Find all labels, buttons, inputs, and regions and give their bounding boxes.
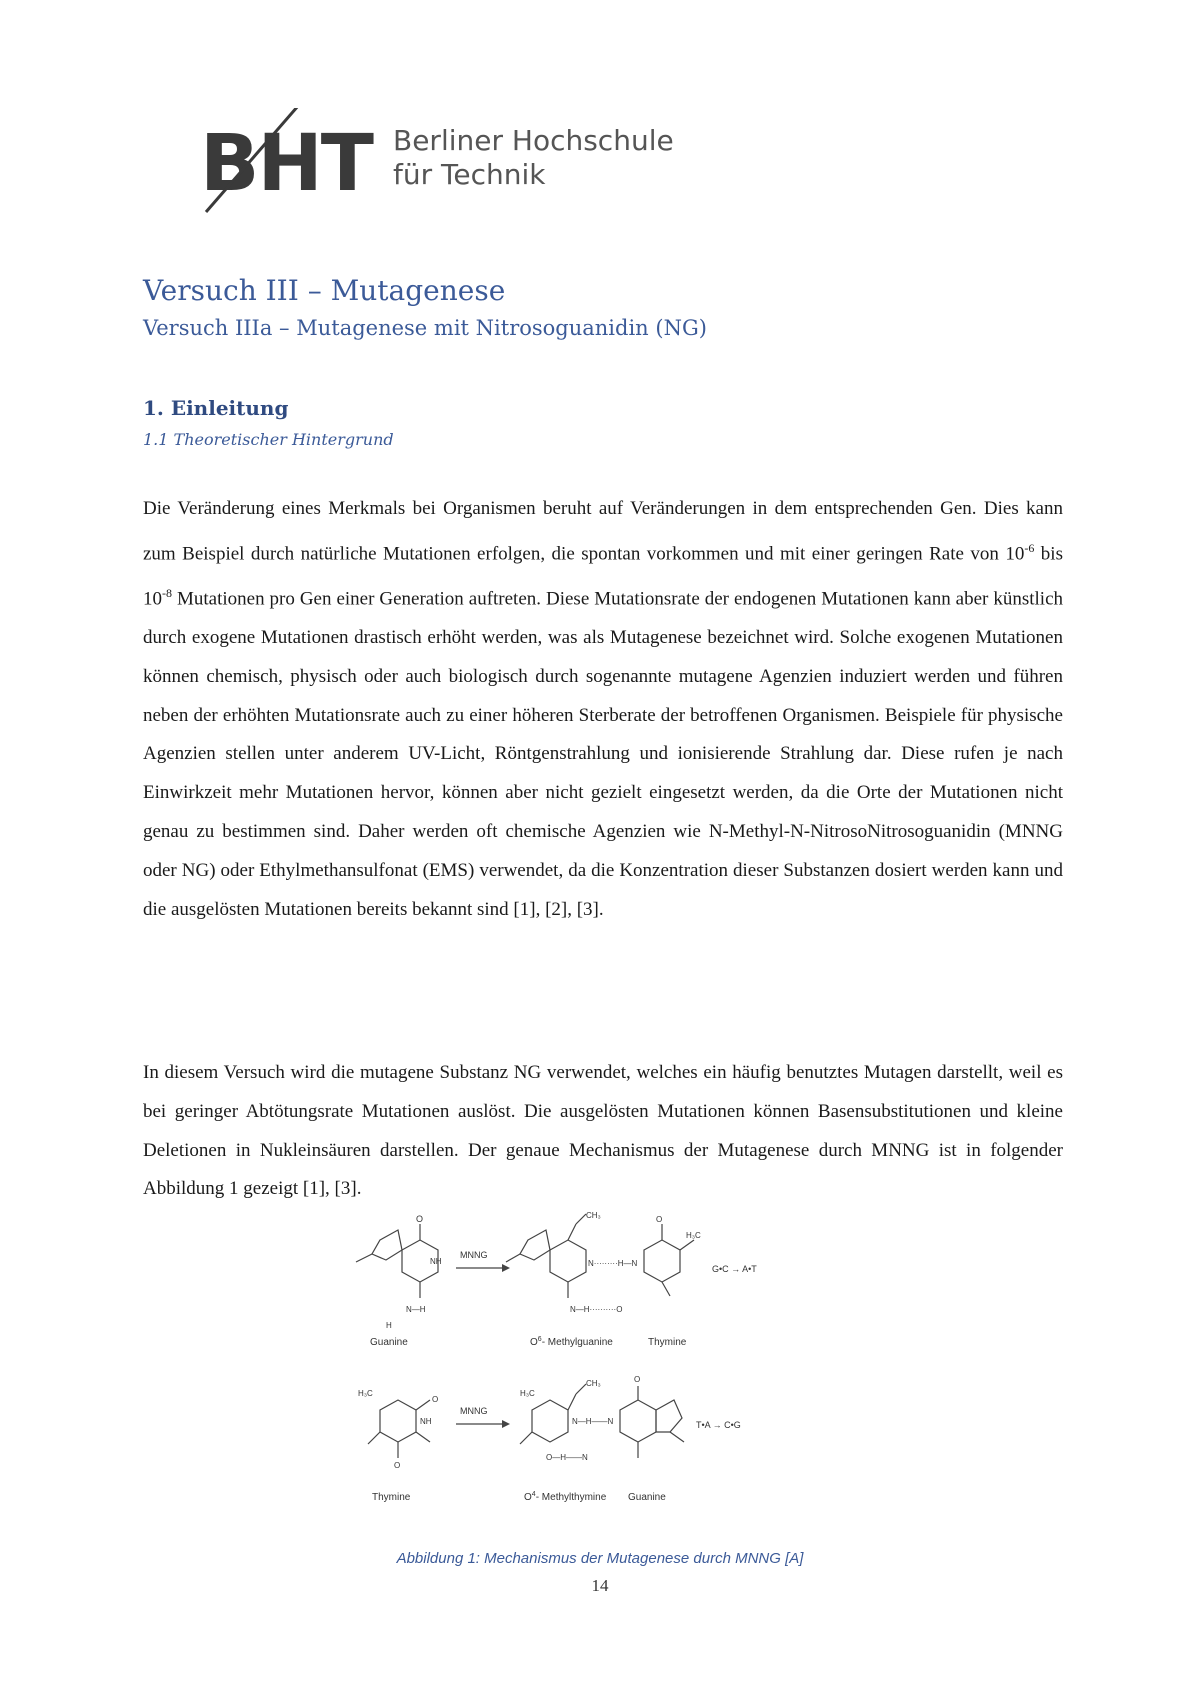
svg-text:O: O bbox=[394, 1461, 401, 1470]
svg-text:O: O bbox=[432, 1395, 439, 1404]
figure-caption: Abbildung 1: Mechanismus der Mutagenese durch MNNG [A] bbox=[396, 1550, 804, 1567]
guanine-structure bbox=[356, 1224, 438, 1298]
logo-line-2: für Technik bbox=[393, 158, 546, 191]
svg-text:CH₃: CH₃ bbox=[586, 1379, 601, 1388]
figure-label-methylthymine: $O^4-$ Methylthymine bbox=[524, 1491, 607, 1503]
paragraph-introduction bbox=[143, 490, 1063, 929]
svg-text:O: O bbox=[634, 1375, 641, 1384]
exponent-2: -8 bbox=[162, 585, 172, 600]
mutagenesis-figure bbox=[350, 1210, 800, 1530]
figure-label-guanine: Guanine bbox=[370, 1337, 408, 1348]
figure-label-thymine-2: Thymine bbox=[372, 1492, 411, 1503]
svg-text:O: O bbox=[416, 1214, 424, 1224]
logo-wordmark bbox=[393, 124, 674, 192]
figure-label-guanine-2: Guanine bbox=[628, 1492, 666, 1503]
svg-text:N—H: N—H bbox=[406, 1305, 426, 1314]
svg-text:H₃C: H₃C bbox=[358, 1389, 373, 1398]
page-number: 14 bbox=[591, 1576, 609, 1595]
exponent-1: -6 bbox=[1024, 540, 1035, 555]
methylguanine-structure bbox=[506, 1214, 586, 1298]
svg-text:N·········H—N: N·········H—N bbox=[588, 1259, 638, 1268]
section-heading: 1. Einleitung bbox=[143, 396, 289, 420]
document-title: Versuch III – Mutagenese bbox=[143, 274, 506, 307]
thymine-structure-2 bbox=[368, 1400, 430, 1458]
svg-text:O—H——N: O—H——N bbox=[546, 1453, 588, 1462]
reagent-label-1: MNNG bbox=[460, 1250, 488, 1260]
institution-logo bbox=[200, 108, 720, 218]
svg-text:O: O bbox=[656, 1215, 663, 1224]
svg-text:CH₃: CH₃ bbox=[586, 1211, 601, 1220]
svg-text:N—H··········O: N—H··········O bbox=[570, 1305, 623, 1314]
paragraph-1-part-2: bis 10 bbox=[143, 543, 1063, 610]
logo-line-1: Berliner Hochschule bbox=[393, 124, 674, 157]
document-subtitle: Versuch IIIa – Mutagenese mit Nitrosoguanidin (NG) bbox=[143, 316, 707, 340]
chemical-structures-diagram bbox=[350, 1210, 800, 1530]
svg-text:NH: NH bbox=[430, 1257, 442, 1266]
svg-text:H: H bbox=[386, 1321, 392, 1330]
section-subheading: 1.1 Theoretischer Hintergrund bbox=[143, 430, 394, 449]
bht-logo-mark bbox=[200, 108, 400, 218]
svg-text:BHT: BHT bbox=[200, 119, 372, 209]
guanine-structure-2 bbox=[620, 1386, 684, 1458]
figure-label-methylguanine: $O^6-$ Methylguanine bbox=[530, 1336, 613, 1348]
svg-text:H₃C: H₃C bbox=[686, 1231, 701, 1240]
paragraph-ng-mutagen: In diesem Versuch wird die mutagene Substanz NG verwendet, welches ein häufig benutztes Mutagen darstellt, weil es bei geringer Abtötungsrate Mutationen auslöst. Die ausgelösten Mutationen können Basensubstitutionen und kleine Deletionen in Nukleinsäuren darstellen. Der genaue Mechanismus der Mutagenese durch MNNG ist in folgender Abbildung 1 gezeigt [1], [3]. bbox=[143, 1062, 1063, 1200]
svg-text:NH: NH bbox=[420, 1417, 432, 1426]
reagent-label-2: MNNG bbox=[460, 1406, 488, 1416]
paragraph-1-part-1: Die Veränderung eines Merkmals bei Organismen beruht auf Veränderungen in dem entsprechenden Gen. Dies kann zum Beispiel durch natürliche Mutationen erfolgen, die spontan vorkommen und mit einer geringen Rate von 10 bbox=[143, 498, 1063, 565]
transition-result-2: T•A → C•G bbox=[696, 1420, 741, 1430]
svg-text:H₃C: H₃C bbox=[520, 1389, 535, 1398]
transition-result-1: G•C → A•T bbox=[712, 1264, 757, 1274]
svg-text:N—H——N: N—H——N bbox=[572, 1417, 614, 1426]
paragraph-1-part-3: Mutationen pro Gen einer Generation auftreten. Diese Mutationsrate der endogenen Mutationen kann aber künstlich durch exogene Mutationen drastisch erhöht werden, was als Mutagenese bezeichnet wird. Solche exogenen Mutationen können chemisch, physisch oder auch biologisch durch sogenannte mutagene Agenzien induziert werden und führen neben der erhöhten Mutationsrate auch zu einer höheren Sterberate der betroffenen Organismen. Beispiele für physische Agenzien stellen unter anderem UV-Licht, Röntgenstrahlung und ionisierende Strahlung dar. Diese rufen je nach Einwirkzeit mehr Mutationen hervor, können aber nicht gezielt eingesetzt werden, da die Orte der Mutationen nicht genau zu bestimmen sind. Daher werden oft chemische Agenzien wie N-Methyl-N-NitrosoNitrosoguanidin (MNNG oder NG) oder Ethylmethansulfonat (EMS) verwendet, da die Konzentration dieser Substanzen dosiert werden kann und die ausgelösten Mutationen bereits bekannt sind [1], [2], [3]. bbox=[143, 588, 1063, 920]
figure-label-thymine-1: Thymine bbox=[648, 1337, 687, 1348]
